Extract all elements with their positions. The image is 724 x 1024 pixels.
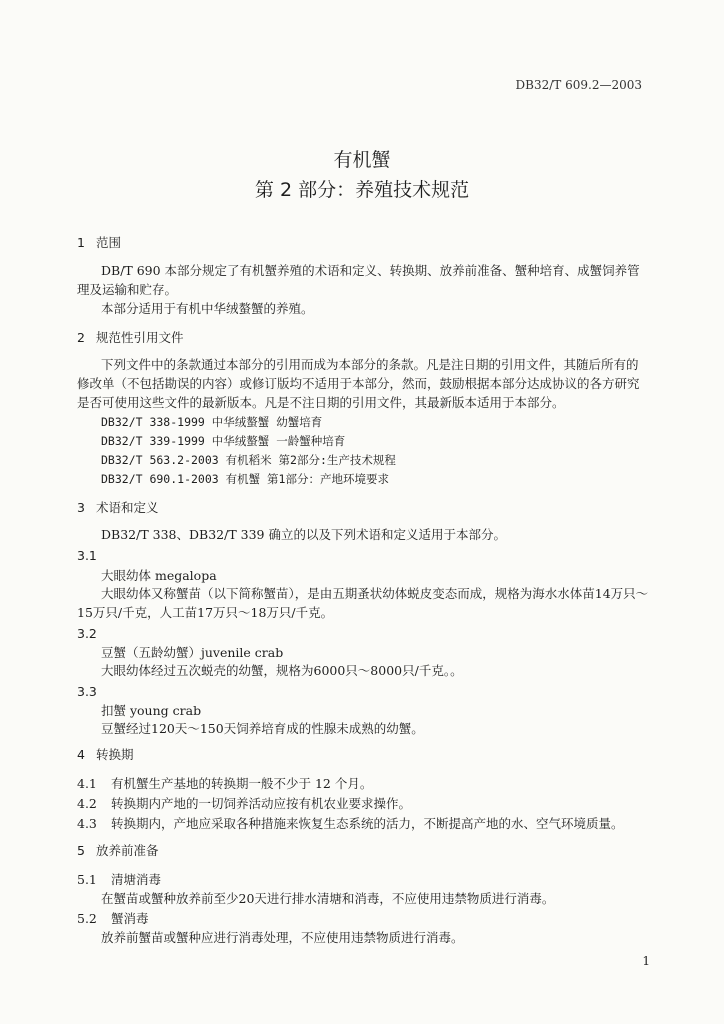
clause-4-2-text: 转换期内产地的一切饲养活动应按有机农业要求操作。: [111, 796, 412, 811]
section-3-intro: DB32/T 338、DB32/T 339 确立的以及下列术语和定义适用于本部分。: [101, 527, 506, 542]
section-5-number: 5: [77, 843, 85, 858]
section-1-heading: 范围: [96, 235, 122, 250]
clause-4-3-number: 4.3: [77, 816, 97, 831]
clause-5-1-text: 在蟹苗或蟹种放养前至少20天进行排水清塘和消毒，不应使用违禁物质进行消毒。: [101, 891, 555, 906]
reference-item: DB32/T 690.1-2003 有机蟹 第1部分：产地环境要求: [101, 472, 389, 486]
clause-5-1-heading: 清塘消毒: [111, 872, 162, 887]
section-4-number: 4: [77, 747, 85, 762]
section-2-paragraph-line-1: 下列文件中的条款通过本部分的引用而成为本部分的条款。凡是注日期的引用文件，其随后所有的: [101, 357, 639, 372]
clause-5-2-number: 5.2: [77, 911, 97, 926]
clause-4-2-number: 4.2: [77, 796, 97, 811]
term-3-2-definition: 大眼幼体经过五次蜕壳的幼蟹，规格为6000只～8000只/千克。。: [101, 663, 463, 678]
document-title: 有机蟹: [333, 149, 391, 171]
term-3-2-number: 3.2: [77, 626, 97, 641]
section-2-paragraph-line-2: 修改单（不包括勘误的内容）或修订版均不适用于本部分，然而，鼓励根据本部分达成协议的各方研究: [77, 376, 640, 391]
section-1-paragraph-line-1: DB/T 690 本部分规定了有机蟹养殖的术语和定义、转换期、放养前准备、蟹种培育、成蟹饲养管: [101, 263, 640, 278]
document-subtitle: 第 2 部分：养殖技术规范: [254, 179, 470, 201]
reference-item: DB32/T 339-1999 中华绒螯蟹 一龄蟹种培育: [101, 434, 346, 448]
term-3-3-definition: 豆蟹经过120天～150天饲养培育成的性腺未成熟的幼蟹。: [101, 721, 424, 736]
clause-4-3-text: 转换期内，产地应采取各种措施来恢复生态系统的活力，不断提高产地的水、空气环境质量。: [111, 816, 624, 831]
clause-4-1-number: 4.1: [77, 776, 97, 791]
section-1-paragraph-2: 本部分适用于有机中华绒螯蟹的养殖。: [101, 301, 314, 316]
section-2-number: 2: [77, 330, 85, 345]
term-3-1-name: 大眼幼体 megalopa: [101, 568, 217, 583]
section-2-heading: 规范性引用文件: [96, 330, 184, 345]
clause-5-2-heading: 蟹消毒: [111, 911, 149, 926]
page-number: 1: [642, 954, 650, 968]
term-3-3-name: 扣蟹 young crab: [101, 703, 202, 718]
standard-number: DB32/T 609.2—2003: [515, 78, 642, 92]
section-4-heading: 转换期: [96, 747, 134, 762]
section-3-number: 3: [77, 500, 85, 515]
reference-item: DB32/T 338-1999 中华绒螯蟹 幼蟹培育: [101, 415, 323, 429]
section-1-number: 1: [77, 235, 85, 250]
section-2-paragraph-line-3: 是否可使用这些文件的最新版本。凡是不注日期的引用文件，其最新版本适用于本部分。: [77, 395, 565, 410]
clause-5-2-text: 放养前蟹苗或蟹种应进行消毒处理，不应使用违禁物质进行消毒。: [101, 930, 464, 945]
term-3-1-number: 3.1: [77, 548, 97, 563]
term-3-1-definition-line-1: 大眼幼体又称蟹苗（以下简称蟹苗），是由五期蚤状幼体蜕皮变态而成，规格为海水水体苗14万只～: [101, 586, 649, 601]
term-3-2-name: 豆蟹（五龄幼蟹）juvenile crab: [101, 645, 284, 660]
section-5-heading: 放养前准备: [96, 843, 159, 858]
section-3-heading: 术语和定义: [96, 500, 159, 515]
clause-4-1-text: 有机蟹生产基地的转换期一般不少于 12 个月。: [111, 776, 373, 791]
section-1-paragraph-line-2: 理及运输和贮存。: [77, 282, 178, 297]
clause-5-1-number: 5.1: [77, 872, 97, 887]
term-3-3-number: 3.3: [77, 684, 97, 699]
term-3-1-definition-line-2: 15万只/千克，人工苗17万只～18万只/千克。: [77, 605, 334, 620]
reference-item: DB32/T 563.2-2003 有机稻米 第2部分:生产技术规程: [101, 453, 396, 467]
